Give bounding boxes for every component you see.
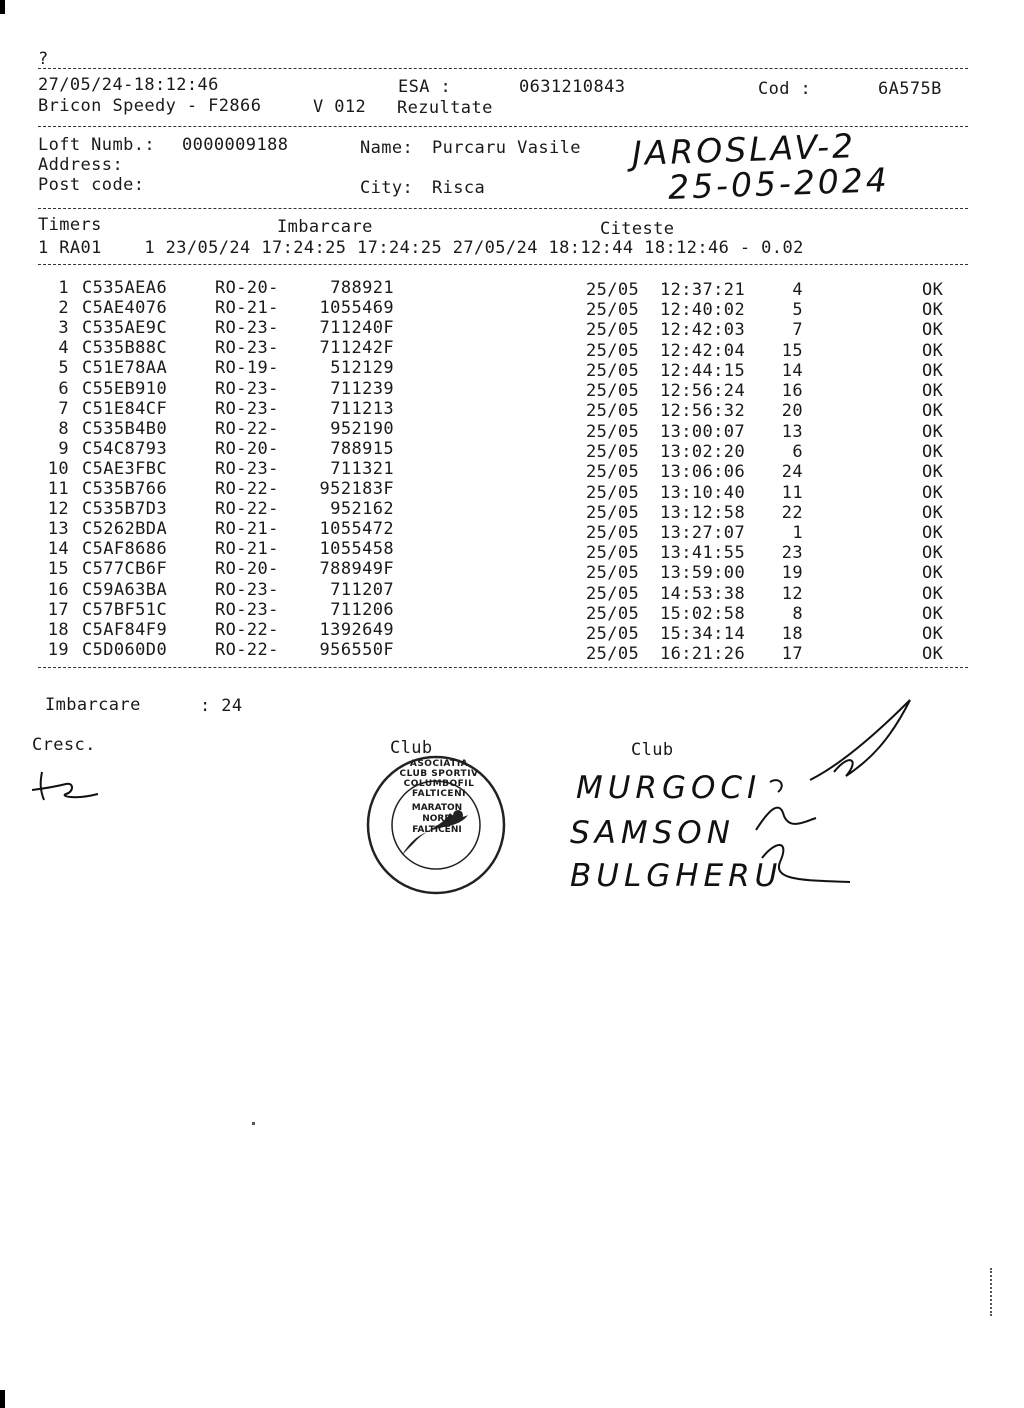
cell-date: 25/05 bbox=[586, 280, 640, 300]
cresc-label: Cresc. bbox=[32, 735, 96, 755]
cell-status: OK bbox=[922, 482, 944, 503]
cell-ring-no: 788921 bbox=[330, 278, 394, 298]
cell-date: 25/05 bbox=[586, 543, 640, 564]
cell-ring: RO-23- bbox=[215, 338, 279, 359]
cell-chip: C535B4B0 bbox=[82, 418, 168, 439]
timers-label: Timers bbox=[38, 215, 102, 235]
cell-no: 3 bbox=[58, 318, 69, 339]
cell-pos: 4 bbox=[792, 280, 803, 300]
cell-ring: RO-23- bbox=[215, 579, 279, 600]
cell-time: 13:10:40 bbox=[660, 482, 746, 503]
table-row bbox=[0, 579, 1024, 604]
table-row bbox=[0, 438, 1024, 462]
cell-time: 13:59:00 bbox=[660, 563, 746, 584]
cell-no: 18 bbox=[47, 619, 69, 640]
cell-pos: 15 bbox=[781, 340, 803, 361]
cell-no: 6 bbox=[58, 378, 69, 399]
name-label: Name: bbox=[360, 138, 414, 158]
cell-date: 25/05 bbox=[586, 644, 640, 665]
cell-chip: C5AF84F9 bbox=[82, 619, 168, 640]
cell-status: OK bbox=[922, 280, 944, 300]
stamp-outer-text: ASOCIATIA CLUB SPORTIV COLUMBOFIL FALTICENI bbox=[399, 759, 479, 799]
cell-ring: RO-22- bbox=[215, 499, 279, 520]
cell-chip: C57BF51C bbox=[82, 599, 168, 620]
cell-time: 13:06:06 bbox=[660, 462, 746, 483]
cell-chip: C535B766 bbox=[82, 479, 168, 499]
cell-ring-no: 1055469 bbox=[319, 298, 394, 319]
cell-time: 13:00:07 bbox=[660, 421, 746, 442]
signatory-1: MURGOCI bbox=[576, 770, 762, 806]
cell-chip: C51E78AA bbox=[82, 358, 168, 379]
cell-status: OK bbox=[922, 583, 944, 604]
cell-no: 14 bbox=[47, 539, 69, 560]
divider bbox=[38, 208, 968, 209]
cell-date: 25/05 bbox=[586, 360, 640, 381]
divider bbox=[38, 667, 968, 668]
table-row bbox=[0, 599, 1024, 624]
cell-pos: 20 bbox=[781, 401, 803, 422]
cell-ring-no: 711206 bbox=[330, 599, 394, 620]
cell-no: 17 bbox=[47, 599, 69, 620]
cell-status: OK bbox=[922, 462, 944, 483]
cod-label: Cod : bbox=[758, 79, 812, 99]
cell-time: 15:02:58 bbox=[660, 603, 746, 624]
esa-label: ESA : bbox=[398, 77, 452, 97]
scan-edge-mark-bottom bbox=[0, 1390, 5, 1408]
device-version: V 012 bbox=[313, 97, 367, 117]
table-row bbox=[0, 519, 1024, 543]
cell-ring: RO-21- bbox=[215, 519, 279, 540]
cell-chip: C51E84CF bbox=[82, 398, 168, 419]
table-row bbox=[0, 539, 1024, 564]
cell-date: 25/05 bbox=[586, 421, 640, 442]
report-type: Rezultate bbox=[397, 98, 493, 118]
timers-citeste-label: Citeste bbox=[600, 219, 675, 239]
cell-status: OK bbox=[922, 300, 944, 321]
cell-pos: 12 bbox=[781, 583, 803, 604]
cell-no: 2 bbox=[58, 298, 69, 319]
cell-ring: RO-21- bbox=[215, 539, 279, 560]
cell-chip: C55EB910 bbox=[82, 378, 168, 399]
table-row bbox=[0, 499, 1024, 523]
cell-date: 25/05 bbox=[586, 522, 640, 543]
cell-pos: 7 bbox=[792, 320, 803, 341]
cell-time: 12:42:04 bbox=[660, 340, 746, 361]
cell-pos: 8 bbox=[792, 603, 803, 624]
cell-status: OK bbox=[922, 340, 944, 361]
stamp-inner-text: MARATON NORD FALTICENI bbox=[411, 803, 463, 835]
cell-ring: RO-22- bbox=[215, 418, 279, 439]
table-row bbox=[0, 559, 1024, 584]
address-label: Address: bbox=[38, 155, 124, 175]
cod-value: 6A575B bbox=[878, 79, 942, 99]
table-row bbox=[0, 338, 1024, 361]
cell-status: OK bbox=[922, 401, 944, 422]
cell-ring-no: 1055458 bbox=[319, 539, 394, 560]
cell-status: OK bbox=[922, 522, 944, 543]
cell-time: 12:40:02 bbox=[660, 300, 746, 321]
table-row bbox=[0, 298, 1024, 321]
cell-ring-no: 1055472 bbox=[319, 519, 394, 540]
cell-pos: 6 bbox=[792, 441, 803, 462]
cell-status: OK bbox=[922, 421, 944, 442]
scan-edge-mark-top bbox=[0, 0, 5, 14]
cell-ring-no: 788949F bbox=[319, 559, 394, 580]
cell-chip: C5AE3FBC bbox=[82, 458, 168, 479]
cell-time: 13:02:20 bbox=[660, 441, 746, 462]
table-row bbox=[0, 619, 1024, 645]
cell-ring: RO-22- bbox=[215, 619, 279, 640]
cell-status: OK bbox=[922, 502, 944, 523]
cell-status: OK bbox=[922, 441, 944, 462]
table-row bbox=[0, 398, 1024, 422]
cell-ring: RO-21- bbox=[215, 298, 279, 319]
cell-ring: RO-23- bbox=[215, 378, 279, 399]
cell-date: 25/05 bbox=[586, 320, 640, 341]
cell-time: 16:21:26 bbox=[660, 644, 746, 665]
cell-time: 13:12:58 bbox=[660, 502, 746, 523]
header-datetime: 27/05/24-18:12:46 bbox=[38, 75, 219, 95]
timers-row: 1 RA01 1 23/05/24 17:24:25 17:24:25 27/05/24 18:12:44 18:12:46 - 0.02 bbox=[38, 238, 804, 258]
cell-time: 12:56:24 bbox=[660, 381, 746, 402]
cell-ring: RO-19- bbox=[215, 358, 279, 379]
cell-chip: C54C8793 bbox=[82, 438, 168, 459]
cell-ring-no: 1392649 bbox=[319, 619, 394, 640]
signatory-2: SAMSON bbox=[570, 815, 735, 851]
cell-no: 19 bbox=[47, 639, 69, 660]
cell-date: 25/05 bbox=[586, 340, 640, 361]
cell-status: OK bbox=[922, 624, 944, 645]
cell-no: 7 bbox=[58, 398, 69, 419]
handwritten-race-name: JAROSLAV-2 bbox=[631, 126, 857, 173]
cell-pos: 19 bbox=[781, 563, 803, 584]
cell-chip: C577CB6F bbox=[82, 559, 168, 580]
city-value: Risca bbox=[432, 178, 486, 198]
divider bbox=[38, 68, 968, 69]
cell-no: 9 bbox=[58, 438, 69, 459]
cell-no: 10 bbox=[47, 458, 69, 479]
cell-no: 4 bbox=[58, 338, 69, 359]
table-row bbox=[0, 278, 1024, 298]
table-row bbox=[0, 479, 1024, 503]
cell-chip: C535AE9C bbox=[82, 318, 168, 339]
cell-time: 12:44:15 bbox=[660, 360, 746, 381]
cell-pos: 17 bbox=[781, 644, 803, 665]
cell-ring-no: 711239 bbox=[330, 378, 394, 399]
table-row bbox=[0, 358, 1024, 381]
cell-chip: C5D060D0 bbox=[82, 639, 168, 660]
cell-chip: C5262BDA bbox=[82, 519, 168, 540]
cell-pos: 23 bbox=[781, 543, 803, 564]
breeder-signature bbox=[28, 768, 108, 808]
cell-ring-no: 711240F bbox=[319, 318, 394, 339]
cell-status: OK bbox=[922, 563, 944, 584]
cell-pos: 22 bbox=[781, 502, 803, 523]
cell-status: OK bbox=[922, 603, 944, 624]
club-label-2: Club bbox=[631, 740, 674, 760]
cell-ring-no: 952162 bbox=[330, 499, 394, 520]
cell-status: OK bbox=[922, 360, 944, 381]
cell-no: 15 bbox=[47, 559, 69, 580]
club-label-1: Club bbox=[390, 738, 433, 758]
cell-date: 25/05 bbox=[586, 441, 640, 462]
cell-date: 25/05 bbox=[586, 563, 640, 584]
loft-number: 0000009188 bbox=[182, 135, 289, 155]
cell-date: 25/05 bbox=[586, 583, 640, 604]
cell-ring: RO-23- bbox=[215, 318, 279, 339]
cell-ring: RO-23- bbox=[215, 458, 279, 479]
table-row bbox=[0, 458, 1024, 483]
cell-ring: RO-20- bbox=[215, 438, 279, 459]
cell-time: 14:53:38 bbox=[660, 583, 746, 604]
cell-date: 25/05 bbox=[586, 401, 640, 422]
cell-ring: RO-22- bbox=[215, 639, 279, 660]
scan-speck bbox=[252, 1122, 255, 1125]
cell-pos: 11 bbox=[781, 482, 803, 503]
esa-value: 0631210843 bbox=[519, 77, 626, 97]
cell-no: 13 bbox=[47, 519, 69, 540]
cell-date: 25/05 bbox=[586, 603, 640, 624]
cell-date: 25/05 bbox=[586, 624, 640, 645]
cell-chip: C59A63BA bbox=[82, 579, 168, 600]
cell-no: 5 bbox=[58, 358, 69, 379]
divider bbox=[38, 264, 968, 265]
cell-chip: C535B7D3 bbox=[82, 499, 168, 520]
cell-ring-no: 711207 bbox=[330, 579, 394, 600]
cell-ring: RO-20- bbox=[215, 559, 279, 580]
cell-pos: 5 bbox=[792, 300, 803, 321]
club-stamp bbox=[364, 755, 509, 895]
footer-imbarcare-value: : 24 bbox=[200, 696, 243, 716]
cell-chip: C5AE4076 bbox=[82, 298, 168, 319]
cell-time: 12:37:21 bbox=[660, 280, 746, 300]
cell-ring-no: 952183F bbox=[319, 479, 394, 499]
cell-pos: 18 bbox=[781, 624, 803, 645]
club-signatures-scribbles bbox=[750, 690, 930, 900]
cell-no: 1 bbox=[58, 278, 69, 298]
cell-ring-no: 711321 bbox=[330, 458, 394, 479]
timers-imbarcare-label: Imbarcare bbox=[277, 217, 373, 237]
cell-ring-no: 512129 bbox=[330, 358, 394, 379]
cell-status: OK bbox=[922, 381, 944, 402]
cell-ring: RO-23- bbox=[215, 398, 279, 419]
cell-time: 12:56:32 bbox=[660, 401, 746, 422]
table-row bbox=[0, 318, 1024, 341]
handwritten-race-date: 25-05-2024 bbox=[667, 160, 891, 207]
cell-ring: RO-23- bbox=[215, 599, 279, 620]
cell-ring-no: 956550F bbox=[319, 639, 394, 660]
cell-pos: 1 bbox=[792, 522, 803, 543]
cell-date: 25/05 bbox=[586, 381, 640, 402]
cell-pos: 13 bbox=[781, 421, 803, 442]
cell-pos: 14 bbox=[781, 360, 803, 381]
cell-date: 25/05 bbox=[586, 300, 640, 321]
cell-date: 25/05 bbox=[586, 482, 640, 503]
footer-imbarcare-label: Imbarcare bbox=[45, 695, 141, 715]
table-row bbox=[0, 418, 1024, 442]
header-question-mark: ? bbox=[38, 49, 49, 69]
cell-time: 15:34:14 bbox=[660, 624, 746, 645]
cell-status: OK bbox=[922, 543, 944, 564]
name-value: Purcaru Vasile bbox=[432, 138, 581, 158]
cell-no: 16 bbox=[47, 579, 69, 600]
cell-chip: C5AF8686 bbox=[82, 539, 168, 560]
cell-status: OK bbox=[922, 644, 944, 665]
cell-time: 13:41:55 bbox=[660, 543, 746, 564]
table-row bbox=[0, 639, 1024, 665]
cell-chip: C535B88C bbox=[82, 338, 168, 359]
scan-edge-streak bbox=[990, 1268, 994, 1316]
cell-no: 8 bbox=[58, 418, 69, 439]
cell-date: 25/05 bbox=[586, 462, 640, 483]
postcode-label: Post code: bbox=[38, 175, 145, 195]
cell-ring-no: 952190 bbox=[330, 418, 394, 439]
device-name: Bricon Speedy - F2866 bbox=[38, 96, 262, 116]
cell-ring-no: 711242F bbox=[319, 338, 394, 359]
city-label: City: bbox=[360, 178, 414, 198]
cell-time: 12:42:03 bbox=[660, 320, 746, 341]
signatory-3: BULGHERU bbox=[570, 858, 783, 894]
cell-ring: RO-20- bbox=[215, 278, 279, 298]
cell-no: 11 bbox=[47, 479, 69, 499]
loft-label: Loft Numb.: bbox=[38, 135, 155, 155]
cell-status: OK bbox=[922, 320, 944, 341]
cell-ring: RO-22- bbox=[215, 479, 279, 499]
table-row bbox=[0, 378, 1024, 402]
cell-pos: 16 bbox=[781, 381, 803, 402]
cell-time: 13:27:07 bbox=[660, 522, 746, 543]
cell-pos: 24 bbox=[781, 462, 803, 483]
cell-ring-no: 788915 bbox=[330, 438, 394, 459]
cell-date: 25/05 bbox=[586, 502, 640, 523]
cell-chip: C535AEA6 bbox=[82, 278, 168, 298]
cell-ring-no: 711213 bbox=[330, 398, 394, 419]
cell-no: 12 bbox=[47, 499, 69, 520]
